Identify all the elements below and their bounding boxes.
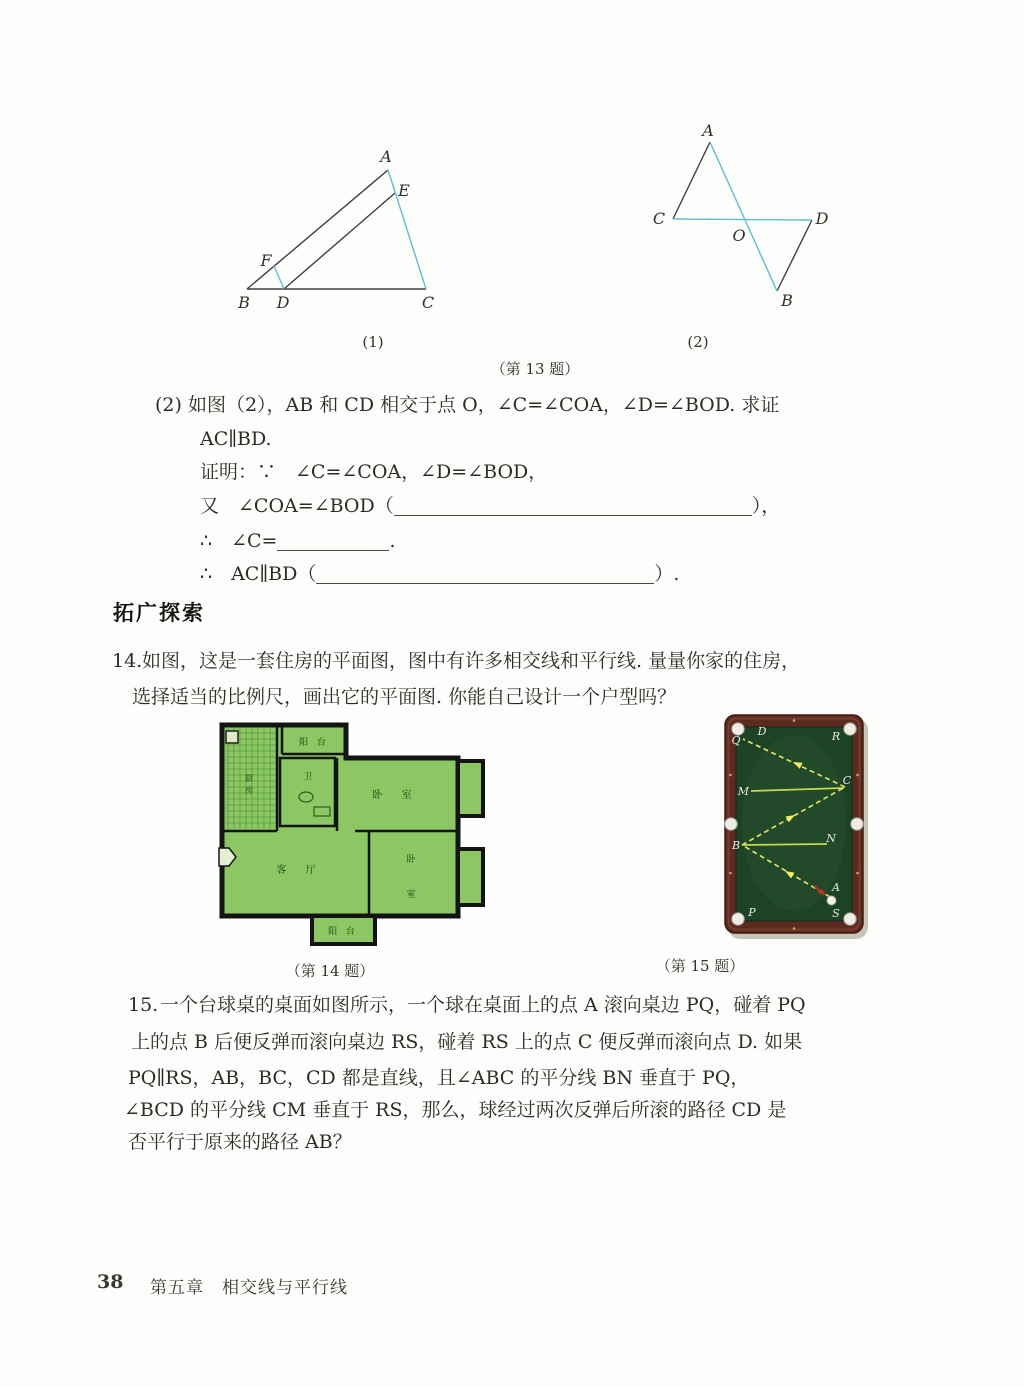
problem14-line1: 如图，这是一套住房的平面图，图中有许多相交线和平行线. 量量你家的住房， bbox=[142, 650, 801, 672]
problem15-line4: ∠BCD 的平分线 CM 垂直于 RS，那么，球经过两次反弹后所滚的路径 CD 是 bbox=[124, 1099, 787, 1121]
problem15-line2: 上的点 B 后便反弹而滚向桌边 RS，碰着 RS 上的点 C 便反弹而滚向点 D. 如果 bbox=[131, 1031, 803, 1053]
page-number: 38 bbox=[97, 1271, 124, 1293]
problem15-line1: 一个台球桌的桌面如图所示，一个球在桌面上的点 A 滚向桌边 PQ，碰着 PQ bbox=[160, 994, 806, 1016]
point-label-D: D bbox=[276, 293, 290, 312]
room-label-bedroom-bottom-2: 室 bbox=[406, 890, 416, 900]
problem14-line2: 选择适当的比例尺，画出它的平面图. 你能自己设计一个户型吗？ bbox=[132, 686, 677, 708]
pocket-bottom-right bbox=[844, 913, 857, 926]
room-label-balcony-top: 阳 台 bbox=[299, 738, 329, 748]
felt-sheen bbox=[742, 735, 846, 911]
fig2-cyan-lines bbox=[673, 142, 812, 291]
fill-in-blank-reason-1 bbox=[394, 495, 752, 516]
proof-line-2-close: ）， bbox=[751, 495, 781, 517]
figure-14-caption: （第 14 题） bbox=[285, 962, 375, 980]
section-header: 拓广探索 bbox=[113, 601, 205, 625]
proof-line-2 bbox=[200, 493, 780, 519]
pocket-top-right bbox=[844, 723, 857, 736]
bay-window-bottom bbox=[458, 849, 483, 905]
pool-label-B: B bbox=[731, 839, 741, 852]
room-label-bedroom-bottom-1: 卧 bbox=[406, 855, 416, 865]
line-CA bbox=[673, 142, 710, 219]
pool-label-S: S bbox=[832, 907, 840, 920]
proof-line-3 bbox=[200, 528, 396, 554]
proof-line-3-close: . bbox=[389, 530, 396, 552]
pool-label-R: R bbox=[831, 730, 841, 743]
floorplan-figure bbox=[218, 719, 486, 947]
proof-line-3-text: ∴ ∠C= bbox=[200, 530, 278, 552]
pocket-mid-right bbox=[851, 818, 864, 831]
point-label-C: C bbox=[652, 209, 666, 228]
problem13-2-stem-line2: AC∥BD. bbox=[200, 428, 272, 450]
figure-13-caption: （第 13 题） bbox=[490, 360, 580, 378]
cue-ball bbox=[827, 896, 836, 905]
cue-ball-highlight bbox=[829, 898, 832, 901]
point-label-O: O bbox=[732, 226, 746, 245]
fill-in-blank-angle bbox=[277, 530, 389, 551]
line-DB bbox=[777, 220, 812, 291]
bay-window-top bbox=[458, 761, 483, 816]
point-label-B: B bbox=[781, 291, 793, 310]
room-label-living: 客 厅 bbox=[276, 865, 324, 876]
kitchen-sink bbox=[226, 731, 238, 743]
line-AB bbox=[710, 142, 777, 291]
problem13-2-stem-line1: (2) 如图（2），AB 和 CD 相交于点 O，∠C=∠COA，∠D=∠BOD. 求证 bbox=[155, 394, 780, 416]
problem15-line3: PQ∥RS，AB，BC，CD 都是直线，且∠ABC 的平分线 BN 垂直于 PQ， bbox=[128, 1067, 750, 1089]
fig2-sublabel: (2) bbox=[687, 333, 709, 351]
fig2-dark-lines bbox=[673, 142, 812, 291]
point-label-C: C bbox=[421, 293, 435, 312]
figure-13-1 bbox=[140, 100, 480, 360]
pool-label-A: A bbox=[832, 881, 840, 894]
fig1-sublabel: (1) bbox=[362, 333, 384, 351]
problem15-line5: 否平行于原来的路径 AB？ bbox=[128, 1131, 352, 1153]
pool-label-D: D bbox=[757, 725, 767, 738]
line-CD bbox=[673, 219, 812, 220]
point-label-A: A bbox=[380, 147, 392, 166]
figure-13-2 bbox=[620, 100, 880, 360]
pool-label-M: M bbox=[737, 785, 749, 798]
billiard-table-figure bbox=[705, 703, 890, 953]
problem14-number: 14. bbox=[112, 650, 143, 672]
room-label-bedroom-top: 卧 室 bbox=[372, 790, 420, 801]
pool-label-N: N bbox=[826, 832, 836, 845]
proof-line-4 bbox=[200, 561, 679, 587]
point-label-A: A bbox=[702, 121, 714, 140]
room-label-balcony-bottom: 阳 台 bbox=[328, 927, 358, 937]
pocket-mid-left bbox=[725, 818, 738, 831]
proof-line-4-close: ）. bbox=[654, 563, 680, 585]
line-BA bbox=[247, 170, 388, 289]
chapter-title: 第五章 相交线与平行线 bbox=[150, 1278, 348, 1298]
fill-in-blank-reason-2 bbox=[316, 563, 654, 584]
point-label-F: F bbox=[260, 251, 272, 270]
line-FD bbox=[274, 266, 284, 289]
pool-label-P: P bbox=[748, 906, 756, 919]
proof-line-1: 证明：∵ ∠C=∠COA，∠D=∠BOD， bbox=[200, 461, 548, 483]
pool-label-Q: Q bbox=[731, 734, 741, 747]
room-label-bathroom: 卫 bbox=[303, 772, 313, 782]
pocket-bottom-left bbox=[732, 913, 745, 926]
proof-line-4-text: ∴ AC∥BD（ bbox=[200, 563, 317, 585]
point-label-B: B bbox=[238, 293, 250, 312]
figure-15-caption: （第 15 题） bbox=[655, 957, 745, 975]
room-label-kitchen-2: 房 bbox=[244, 786, 254, 796]
line-BN bbox=[743, 844, 827, 845]
room-label-kitchen-1: 厨 bbox=[244, 774, 254, 784]
pool-label-C: C bbox=[842, 774, 852, 787]
problem15-number: 15. bbox=[128, 994, 159, 1016]
proof-line-2-text: 又 ∠COA=∠BOD（ bbox=[200, 495, 394, 517]
line-DE bbox=[284, 193, 395, 289]
point-label-E: E bbox=[398, 181, 410, 200]
point-label-D: D bbox=[815, 209, 829, 228]
